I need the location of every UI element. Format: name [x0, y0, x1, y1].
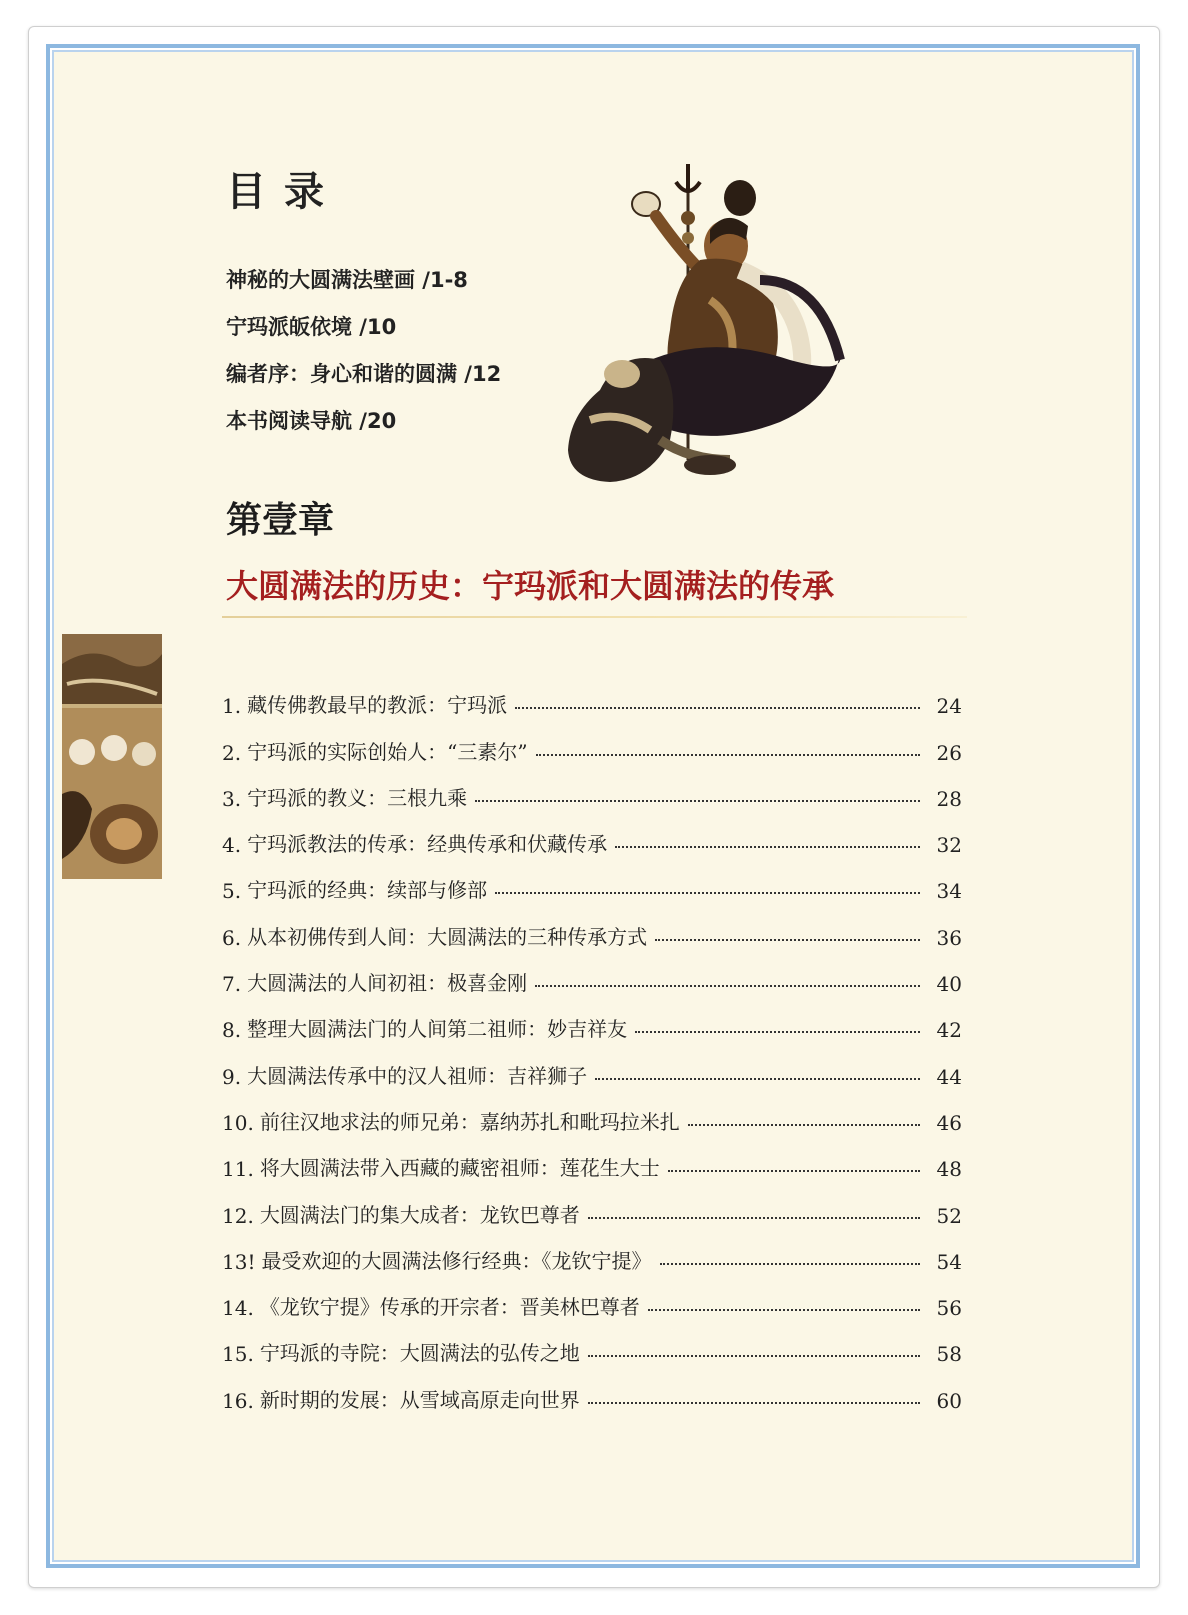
entry-number: 9. [222, 1064, 242, 1089]
entry-number: 3. [222, 786, 242, 811]
front-matter-list [226, 262, 501, 450]
entry-number: 12. [222, 1203, 254, 1228]
entry-page: 40 [936, 972, 962, 997]
dot-leader [688, 1124, 920, 1126]
toc-entry[interactable] [222, 1089, 962, 1135]
entry-number: 8. [222, 1018, 242, 1043]
dot-leader [535, 985, 920, 987]
entry-title: 宁玛派教法的传承：经典传承和伏藏传承 [247, 832, 608, 857]
dot-leader [588, 1355, 920, 1357]
entry-page: 46 [936, 1110, 962, 1135]
entry-page: 34 [936, 879, 962, 904]
entry-number: 1. [222, 694, 242, 719]
chapter-title: 大圆满法的历史：宁玛派和大圆满法的传承 [226, 567, 835, 605]
entry-page: 24 [936, 694, 962, 719]
entry-page: 28 [936, 786, 962, 811]
toc-entry[interactable] [222, 765, 962, 811]
front-matter-item[interactable]: 神秘的大圆满法壁画 /1-8 [226, 268, 468, 292]
entry-page: 42 [936, 1018, 962, 1043]
toc-entry[interactable] [222, 718, 962, 764]
toc-entry[interactable] [222, 811, 962, 857]
dot-leader [648, 1309, 920, 1311]
deity-illustration [560, 160, 850, 495]
entry-number: 4. [222, 833, 242, 858]
toc-entry[interactable] [222, 903, 962, 949]
entry-page: 26 [936, 740, 962, 765]
chapter-divider [222, 616, 967, 618]
front-matter-item[interactable]: 宁玛派皈依境 /10 [226, 315, 397, 339]
dot-leader [475, 800, 920, 802]
entry-number: 7. [222, 972, 242, 997]
entry-page: 48 [936, 1157, 962, 1182]
entry-page: 44 [936, 1064, 962, 1089]
toc-entry[interactable] [222, 1320, 962, 1366]
toc-entry[interactable] [222, 1042, 962, 1088]
entry-title: 新时期的发展：从雪域高原走向世界 [259, 1387, 580, 1412]
entry-title: 前往汉地求法的师兄弟：嘉纳苏扎和毗玛拉米扎 [259, 1109, 680, 1134]
entry-title: 将大圆满法带入西藏的藏密祖师：莲花生大士 [259, 1156, 660, 1181]
toc-entry[interactable] [222, 1181, 962, 1227]
toc-entry[interactable] [222, 1274, 962, 1320]
entry-title: 藏传佛教最早的教派：宁玛派 [247, 693, 508, 718]
toc-entry[interactable] [222, 1135, 962, 1181]
entry-page: 60 [936, 1388, 962, 1413]
toc-entry[interactable] [222, 996, 962, 1042]
toc-entry[interactable] [222, 672, 962, 718]
dot-leader [668, 1170, 920, 1172]
chapter-number: 第壹章 [226, 500, 335, 541]
entry-title: 宁玛派的寺院：大圆满法的弘传之地 [259, 1341, 580, 1366]
toc-heading: 目录 [226, 169, 342, 215]
entry-number: 14. [222, 1296, 254, 1321]
entry-number: 5. [222, 879, 242, 904]
dot-leader [635, 1031, 920, 1033]
toc-entry[interactable] [222, 857, 962, 903]
entry-number: 15. [222, 1342, 254, 1367]
entry-page: 58 [936, 1342, 962, 1367]
dot-leader [615, 846, 920, 848]
dot-leader [515, 707, 920, 709]
entry-page: 52 [936, 1203, 962, 1228]
dot-leader [588, 1217, 920, 1219]
entry-page: 32 [936, 833, 962, 858]
entry-page: 56 [936, 1296, 962, 1321]
entry-title: 《龙钦宁提》传承的开宗者：晋美林巴尊者 [259, 1295, 640, 1320]
entry-title: 宁玛派的教义：三根九乘 [247, 785, 468, 810]
front-matter-item[interactable]: 本书阅读导航 /20 [226, 409, 397, 433]
entry-title: 从本初佛传到人间：大圆满法的三种传承方式 [247, 924, 648, 949]
entry-number: 13! [222, 1249, 256, 1274]
dot-leader [595, 1078, 920, 1080]
dot-leader [660, 1263, 921, 1265]
dot-leader [495, 892, 920, 894]
entry-number: 10. [222, 1110, 254, 1135]
entry-title: 宁玛派的经典：续部与修部 [247, 878, 488, 903]
entry-number: 11. [222, 1157, 254, 1182]
toc-entry[interactable] [222, 1228, 962, 1274]
mural-strip-image [62, 634, 162, 879]
entry-page: 54 [936, 1249, 962, 1274]
entry-number: 6. [222, 925, 242, 950]
toc-entry[interactable] [222, 1366, 962, 1412]
dot-leader [536, 754, 920, 756]
entry-title: 整理大圆满法门的人间第二祖师：妙吉祥友 [247, 1017, 628, 1042]
dot-leader [588, 1402, 920, 1404]
entry-number: 2. [222, 740, 242, 765]
entry-page: 36 [936, 925, 962, 950]
dot-leader [655, 939, 920, 941]
entry-title: 大圆满法传承中的汉人祖师：吉祥狮子 [247, 1063, 588, 1088]
entry-title: 最受欢迎的大圆满法修行经典：《龙钦宁提》 [261, 1248, 652, 1273]
toc-list [222, 672, 962, 1413]
entry-number: 16. [222, 1388, 254, 1413]
entry-title: 大圆满法门的集大成者：龙钦巴尊者 [259, 1202, 580, 1227]
front-matter-item[interactable]: 编者序：身心和谐的圆满 /12 [226, 362, 502, 386]
entry-title: 宁玛派的实际创始人：“三素尔” [247, 739, 528, 764]
toc-entry[interactable] [222, 950, 962, 996]
entry-title: 大圆满法的人间初祖：极喜金刚 [247, 971, 528, 996]
